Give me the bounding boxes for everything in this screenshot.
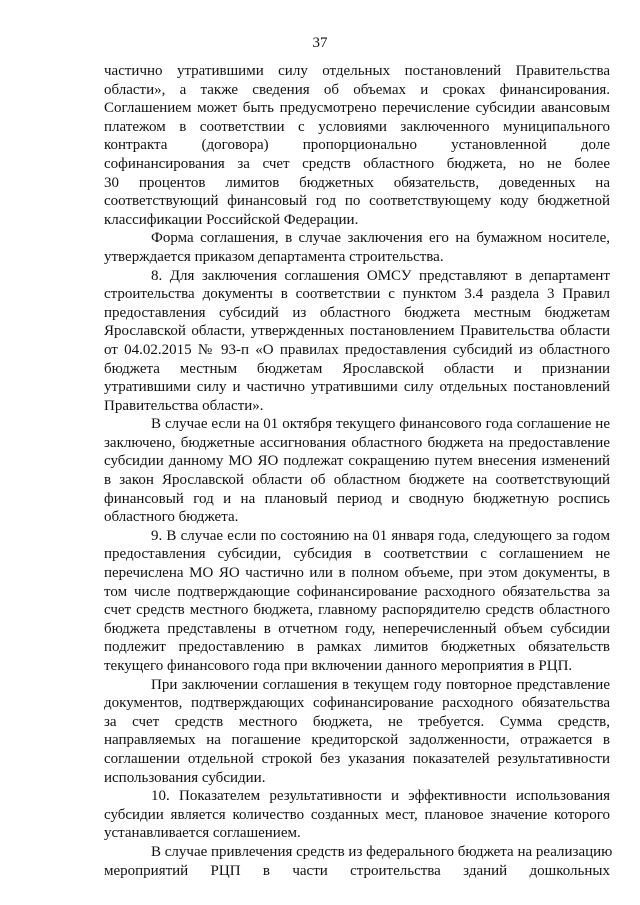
text-line: текущего финансового года при включении данного мероприятия в РЦП. bbox=[104, 658, 573, 674]
text-line: 8. Для заключения соглашения ОМСУ представляют в департамент bbox=[151, 267, 610, 284]
text-line: устанавливается соглашением. bbox=[104, 825, 301, 842]
page-number: 37 bbox=[312, 35, 328, 51]
text-line: 10. Показателем результативности и эффективности использования bbox=[151, 788, 610, 805]
text-line: 9. В случае если по состоянию на 01 января года, следующего за годом bbox=[151, 527, 610, 544]
text-line: утверждается приказом департамента строительства. bbox=[104, 248, 444, 265]
text-line: утратившими силу и частично утратившими силу отдельных постановлений bbox=[104, 379, 610, 396]
text-line: мероприятий РЦП в части строительства зданий дошкольных bbox=[104, 862, 610, 879]
text-line: том числе подтверждающие софинансирование расходного обязательства за bbox=[104, 583, 610, 600]
text-line: соответствующий финансовый год по соответствующему коду бюджетной bbox=[104, 193, 610, 210]
text-line: При заключении соглашения в текущем году повторное представление bbox=[151, 676, 610, 693]
text-line: В случае если на 01 октября текущего финансового года соглашение не bbox=[151, 416, 610, 433]
text-line: от 04.02.2015 № 93-п «О правилах предоставления субсидий из областного bbox=[104, 341, 610, 358]
text-line: В случае привлечения средств из федерального бюджета на реализацию bbox=[151, 843, 613, 860]
text-line: документов, подтверждающих софинансирование расходного обязательства bbox=[104, 695, 610, 712]
text-line: использования субсидии. bbox=[104, 769, 266, 786]
text-line: области», а также сведения об объемах и сроках финансирования. bbox=[104, 81, 610, 98]
text-line: Правительства области». bbox=[104, 397, 264, 414]
text-line: заключено, бюджетные ассигнования областного бюджета на предоставление bbox=[104, 434, 610, 451]
text-line: классификации Российской Федерации. bbox=[104, 211, 359, 228]
text-line: софинансирования за счет средств областного бюджета, но не более bbox=[104, 155, 610, 172]
text-line: частично утратившими силу отдельных постановлений Правительства bbox=[104, 63, 610, 79]
text-line: бюджета представлены в отчетном году, неперечисленный объем субсидии bbox=[104, 620, 610, 637]
text-line: предоставления субсидии, субсидия в соответствии с соглашением не bbox=[104, 546, 610, 563]
text-line: Форма соглашения, в случае заключения его на бумажном носителе, bbox=[151, 230, 610, 247]
text-line: счет средств местного бюджета, главному распорядителю средств областного bbox=[104, 602, 610, 619]
text-line: за счет средств местного бюджета, не требуется. Сумма средств, bbox=[104, 713, 610, 730]
text-line: перечислена МО ЯО частично или в полном объеме, при этом документы, в bbox=[104, 565, 610, 582]
text-line: в закон Ярославской области об областном бюджете на соответствующий bbox=[104, 472, 610, 489]
text-line: Соглашением может быть предусмотрено перечисление субсидии авансовым bbox=[104, 100, 610, 117]
text-line: направляемых на погашение кредиторской задолженности, отражается в bbox=[104, 732, 610, 749]
text-line: платежом в соответствии с условиями заключенного муниципального bbox=[104, 118, 610, 135]
document-body bbox=[104, 62, 613, 880]
text-line: субсидии является количество созданных мест, плановое значение которого bbox=[104, 806, 610, 823]
text-line: субсидии данному МО ЯО подлежат сокращению путем внесения изменений bbox=[104, 453, 610, 470]
text-line: бюджета местным бюджетам Ярославской области и признании bbox=[104, 360, 610, 377]
text-line: финансовый год и на плановый период и сводную бюджетную роспись bbox=[104, 490, 610, 507]
text-line: областного бюджета. bbox=[104, 509, 239, 526]
text-line: предоставления субсидий из областного бюджета местным бюджетам bbox=[104, 304, 610, 321]
text-line: строительства документы в соответствии с пунктом 3.4 раздела 3 Правил bbox=[104, 286, 610, 303]
text-line: контракта (договора) пропорционально установленной доле bbox=[104, 137, 610, 154]
text-line: Ярославской области, утвержденных постановлением Правительства области bbox=[104, 323, 610, 340]
text-line: соглашении отдельной строкой без указания показателей результативности bbox=[104, 750, 610, 767]
text-line: подлежит предоставлению в рамках лимитов бюджетных обязательств bbox=[104, 639, 610, 656]
text-line: 30 процентов лимитов бюджетных обязательств, доведенных на bbox=[104, 174, 610, 191]
